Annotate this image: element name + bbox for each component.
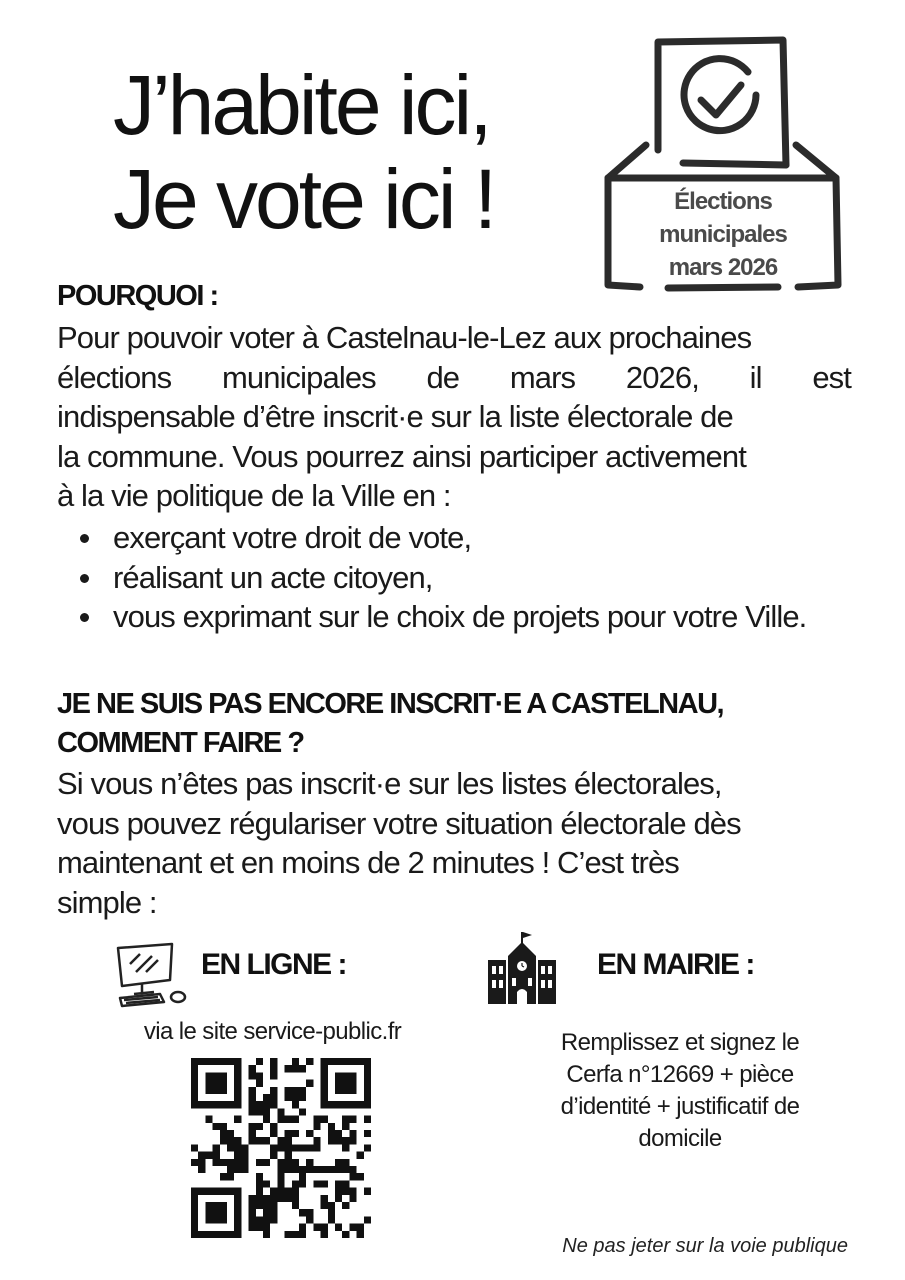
paragraph-line-justified: élections municipales de mars 2026, il est [57,359,851,395]
paragraph-line: Si vous n’êtes pas inscrit·e sur les listes électorales, [57,766,722,801]
section2-paragraph [57,764,741,922]
title-line-1: J’habite ici, [113,58,490,152]
mairie-line: d’identité + justificatif de [560,1093,800,1120]
bullet-dot-icon [80,574,89,583]
paragraph-line: à la vie politique de la Ville en : [57,478,451,513]
badge-line-3: mars 2026 [668,254,778,281]
mairie-line: Cerfa n°12669 + pièce [566,1061,794,1088]
list-item: exerçant votre droit de vote, [80,518,850,558]
bullet-list [80,518,850,637]
mairie-line: domicile [638,1125,722,1152]
list-item: vous exprimant sur le choix de projets pour votre Ville. [80,597,850,637]
bullet-dot-icon [80,534,89,543]
section-heading-inscription: JE NE SUIS PAS ENCORE INSCRIT·E A CASTELNAU, [57,688,724,720]
online-heading: EN LIGNE : [201,948,347,981]
mairie-text [520,1027,840,1155]
list-item: réalisant un acte citoyen, [80,558,850,598]
town-hall-icon [486,930,558,1005]
paragraph-line: la commune. Vous pourrez ainsi participer activement [57,438,746,474]
mairie-line: Remplissez et signez le [560,1029,800,1056]
paragraph-line: indispensable d’être inscrit·e sur la liste électorale de [57,399,733,434]
footer-note: Ne pas jeter sur la voie publique [562,1235,848,1257]
bullet-dot-icon [80,613,89,622]
section-heading-pourquoi: POURQUOI : [57,280,218,312]
page-title [113,58,494,246]
title-line-2: Je vote ici ! [113,152,495,246]
paragraph-line: simple : [57,884,157,920]
ballot-box-badge [598,30,848,300]
badge-line-2: municipales [659,221,787,248]
paragraph-line: Pour pouvoir voter à Castelnau-le-Lez aux prochaines [57,320,752,355]
badge-line-1: Élections [674,188,772,215]
paragraph-line: maintenant et en moins de 2 minutes ! C’est très [57,845,679,880]
computer-icon [112,942,190,1008]
paragraph-line: vous pouvez régulariser votre situation électorale dès [57,805,741,841]
section-heading-inscription-2: COMMENT FAIRE ? [57,727,304,759]
badge-label [618,185,828,284]
online-text: via le site service-public.fr [143,1018,402,1045]
mairie-heading: EN MAIRIE : [597,948,754,981]
qr-code[interactable] [191,1058,371,1238]
section1-paragraph [57,318,851,516]
